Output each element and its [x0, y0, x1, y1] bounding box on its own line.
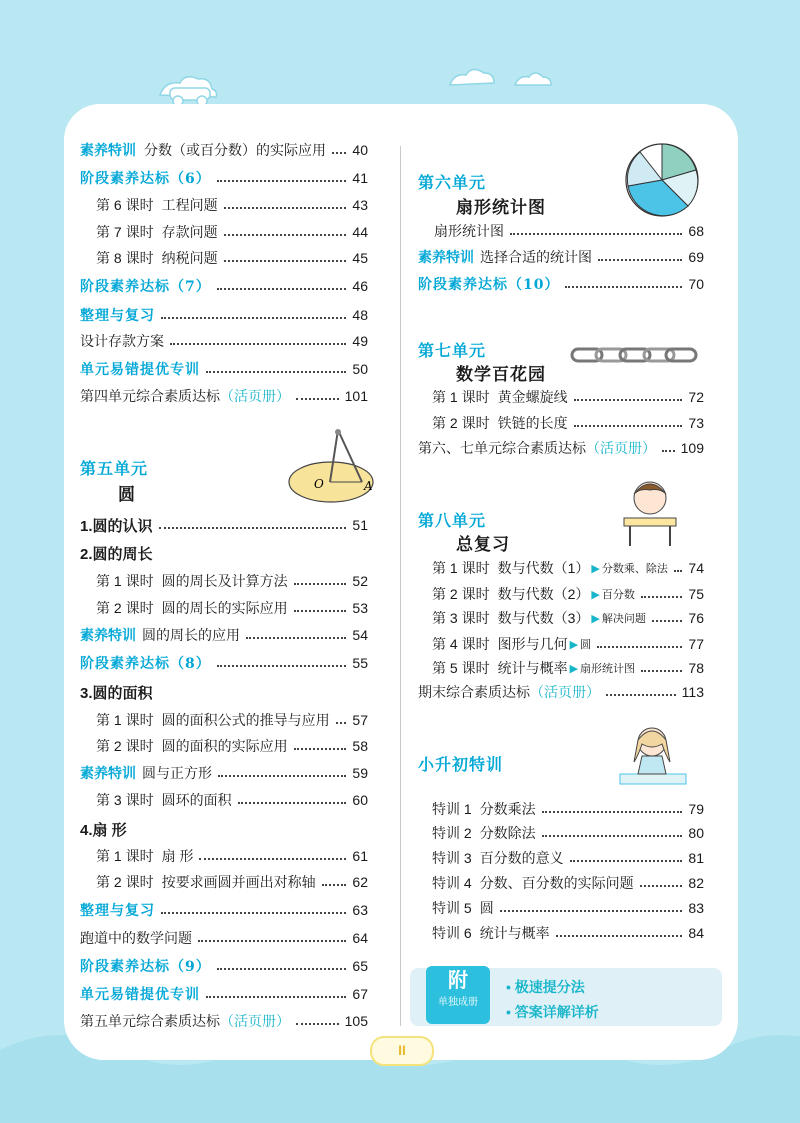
- unit-title: 扇形统计图: [456, 198, 546, 217]
- toc-row[interactable]: 阶段素养达标（7） 46: [80, 278, 368, 295]
- toc-row[interactable]: 阶段素养达标（10） 70: [418, 276, 704, 293]
- unit-label: 第七单元: [418, 343, 487, 360]
- unit-title: 圆: [118, 485, 136, 504]
- toc-row[interactable]: 扇形统计图 68: [434, 223, 704, 239]
- toc-row[interactable]: 第 6 课时 工程问题 43: [96, 197, 368, 213]
- toc-row[interactable]: 第 8 课时 纳税问题 45: [96, 250, 368, 266]
- toc-row[interactable]: 特训 1 分数乘法 79: [432, 801, 704, 817]
- unit-label: 第八单元: [418, 513, 487, 530]
- student-desk-illustration: [620, 476, 680, 548]
- toc-row[interactable]: 特训 2 分数除法 80: [432, 825, 704, 841]
- toc-row[interactable]: 素养特训 圆的周长的应用 54: [80, 627, 368, 643]
- girl-studying-illustration: [612, 722, 694, 794]
- unit-label: 第六单元: [418, 175, 487, 192]
- toc-row[interactable]: 阶段素养达标（6） 41: [80, 170, 368, 187]
- toc-row[interactable]: 第 2 课时 数与代数（2） ▶ 百分数 75: [432, 586, 704, 602]
- figure-label-a: A: [364, 479, 373, 493]
- toc-row[interactable]: 1.圆的认识 51: [80, 517, 368, 535]
- toc-row[interactable]: 第六、七单元综合素质达标 （活页册） 109: [418, 440, 704, 456]
- toc-row[interactable]: 阶段素养达标（8） 55: [80, 655, 368, 672]
- toc-row[interactable]: 阶段素养达标（9） 65: [80, 958, 368, 975]
- column-divider: [400, 146, 401, 1026]
- toc-row[interactable]: 整理与复习 48: [80, 307, 368, 324]
- appendix-item[interactable]: • 极速提分法: [506, 979, 585, 995]
- toc-row[interactable]: 期末综合素质达标 （活页册） 113: [418, 684, 704, 700]
- unit-title: 数学百花园: [456, 365, 546, 384]
- figure-label-o: O: [314, 477, 324, 491]
- toc-row[interactable]: 设计存款方案 49: [80, 333, 368, 349]
- unit-title: 总复习: [456, 535, 510, 554]
- appendix-tag: 附 单独成册: [426, 966, 490, 1024]
- toc-row[interactable]: 第 1 课时 圆的周长及计算方法 52: [96, 573, 368, 589]
- toc-row[interactable]: 第 1 课时 圆的面积公式的推导与应用 57: [96, 712, 368, 728]
- toc-section: 4.扇 形: [80, 821, 127, 839]
- toc-row[interactable]: 单元易错提优专训 67: [80, 986, 368, 1003]
- toc-row[interactable]: 第 1 课时 黄金螺旋线 72: [432, 389, 704, 405]
- toc-row[interactable]: 第 3 课时 圆环的面积 60: [96, 792, 368, 808]
- toc-row[interactable]: 单元易错提优专训 50: [80, 361, 368, 378]
- compass-circle-figure: [286, 424, 376, 506]
- toc-row[interactable]: 特训 6 统计与概率 84: [432, 925, 704, 941]
- toc-row[interactable]: 第 2 课时 圆的周长的实际应用 53: [96, 600, 368, 616]
- toc-row[interactable]: 第 1 课时 数与代数（1） ▶ 分数乘、除法 74: [432, 560, 704, 576]
- toc-row[interactable]: 第四单元综合素质达标 （活页册） 101: [80, 388, 368, 404]
- page-number: II: [370, 1036, 434, 1066]
- toc-row[interactable]: 素养特训 分数（或百分数）的实际应用 40: [80, 142, 368, 158]
- toc-row[interactable]: 特训 5 圆 83: [432, 900, 704, 916]
- toc-row[interactable]: 特训 3 百分数的意义 81: [432, 850, 704, 866]
- toc-row[interactable]: 第 7 课时 存款问题 44: [96, 224, 368, 240]
- toc-section: 2.圆的周长: [80, 545, 153, 563]
- toc-row[interactable]: 第 2 课时 按要求画圆并画出对称轴 62: [96, 874, 368, 890]
- appendix-item[interactable]: • 答案详解详析: [506, 1004, 599, 1020]
- unit-label: 小升初特训: [418, 757, 504, 774]
- pie-chart-figure: [622, 140, 702, 220]
- toc-row[interactable]: 第五单元综合素质达标 （活页册） 105: [80, 1013, 368, 1029]
- toc-row[interactable]: 素养特训 圆与正方形 59: [80, 765, 368, 781]
- toc-row[interactable]: 第 5 课时 统计与概率 ▶ 扇形统计图 78: [432, 660, 704, 676]
- toc-row[interactable]: 第 2 课时 圆的面积的实际应用 58: [96, 738, 368, 754]
- toc-section: 3.圆的面积: [80, 684, 153, 702]
- toc-row[interactable]: 素养特训 选择合适的统计图 69: [418, 249, 704, 265]
- toc-row[interactable]: 第 3 课时 数与代数（3） ▶ 解决问题 76: [432, 610, 704, 626]
- toc-row[interactable]: 特训 4 分数、百分数的实际问题 82: [432, 875, 704, 891]
- toc-row[interactable]: 整理与复习 63: [80, 902, 368, 919]
- chain-figure: [570, 344, 698, 366]
- toc-row[interactable]: 第 1 课时 扇 形 61: [96, 848, 368, 864]
- toc-row[interactable]: 跑道中的数学问题 64: [80, 930, 368, 946]
- toc-row[interactable]: 第 4 课时 图形与几何 ▶ 圆 77: [432, 636, 704, 652]
- unit-label: 第五单元: [80, 461, 149, 478]
- toc-row[interactable]: 第 2 课时 铁链的长度 73: [432, 415, 704, 431]
